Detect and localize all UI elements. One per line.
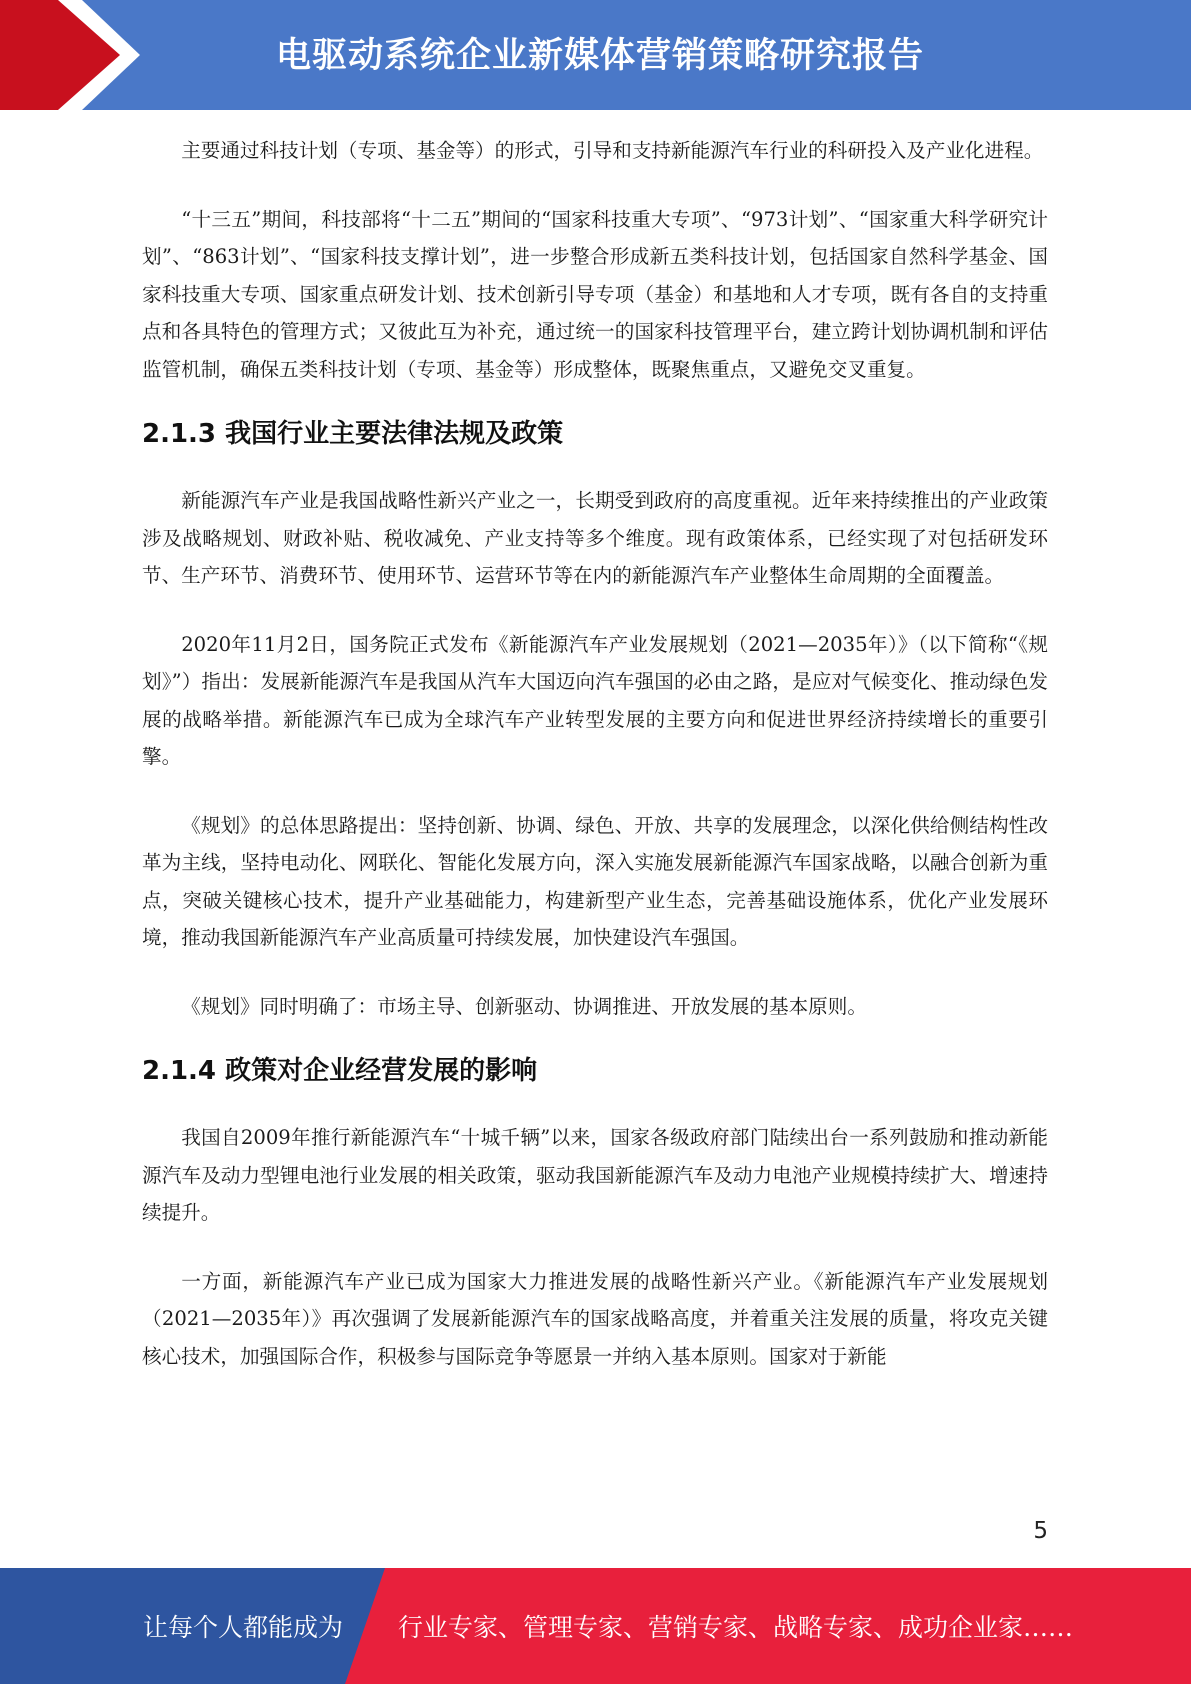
paragraph: 新能源汽车产业是我国战略性新兴产业之一，长期受到政府的高度重视。近年来持续推出的产业政策涉及战略规划、财政补贴、税收减免、产业支持等多个维度。现有政策体系，已经实现了对包括研发环节、生产环节、消费环节、使用环节、运营环节等在内的新能源汽车产业整体生命周期的全面覆盖。 xyxy=(142,489,1048,587)
page-header xyxy=(0,0,1191,110)
paragraph: 《规划》同时明确了：市场主导、创新驱动、协调推进、开放发展的基本原则。 xyxy=(181,994,867,1018)
paragraph: “十三五”期间，科技部将“十二五”期间的“国家科技重大专项”、“973计划”、“国家重大科学研究计划”、“863计划”、“国家科技支撑计划”，进一步整合形成新五类科技计划，包括国家自然科学基金、国家科技重大专项、国家重点研发计划、技术创新引导专项（基金）和基地和人才专项，既有各自的支持重点和各具特色的管理方式；又彼此互为补充，通过统一的国家科技管理平台，建立跨计划协调机制和评估监管机制，确保五类科技计划（专项、基金等）形成整体，既聚焦重点，又避免交叉重复。 xyxy=(142,207,1048,381)
paragraph: 我国自2009年推行新能源汽车“十城千辆”以来，国家各级政府部门陆续出台一系列鼓励和推动新能源汽车及动力型锂电池行业发展的相关政策，驱动我国新能源汽车及动力电池产业规模持续扩大、增速持续提升。 xyxy=(142,1126,1048,1224)
paragraph: 主要通过科技计划（专项、基金等）的形式，引导和支持新能源汽车行业的科研投入及产业化进程。 xyxy=(181,139,1044,162)
main-content xyxy=(142,132,1048,1375)
footer-slogan-left: 让每个人都能成为 xyxy=(143,1613,344,1642)
page-footer xyxy=(0,1568,1191,1684)
report-title: 电驱动系统企业新媒体营销策略研究报告 xyxy=(276,36,925,76)
paragraph: 2020年11月2日，国务院正式发布《新能源汽车产业发展规划（2021—2035年）》（以下简称“《规划》”）指出：发展新能源汽车是我国从汽车大国迈向汽车强国的必由之路，是应对气候变化、推动绿色发展的战略举措。新能源汽车已成为全球汽车产业转型发展的主要方向和促进世界经济持续增长的重要引擎。 xyxy=(142,632,1048,768)
section-heading-2-1-4: 2.1.4 政策对企业经营发展的影响 xyxy=(142,1056,538,1086)
header-arrow-decoration xyxy=(0,0,160,110)
page-number: 5 xyxy=(1033,1518,1048,1544)
footer-slogan-right: 行业专家、管理专家、营销专家、战略专家、成功企业家…… xyxy=(398,1613,1074,1642)
paragraph: 《规划》的总体思路提出：坚持创新、协调、绿色、开放、共享的发展理念，以深化供给侧结构性改革为主线，坚持电动化、网联化、智能化发展方向，深入实施发展新能源汽车国家战略，以融合创新为重点，突破关键核心技术，提升产业基础能力，构建新型产业生态，完善基础设施体系，优化产业发展环境，推动我国新能源汽车产业高质量可持续发展，加快建设汽车强国。 xyxy=(142,813,1048,949)
paragraph: 一方面，新能源汽车产业已成为国家大力推进发展的战略性新兴产业。《新能源汽车产业发展规划（2021—2035年）》再次强调了发展新能源汽车的国家战略高度，并着重关注发展的质量，将攻克关键核心技术，加强国际合作，积极参与国际竞争等愿景一并纳入基本原则。国家对于新能 xyxy=(142,1269,1048,1368)
section-heading-2-1-3: 2.1.3 我国行业主要法律法规及政策 xyxy=(142,419,564,449)
